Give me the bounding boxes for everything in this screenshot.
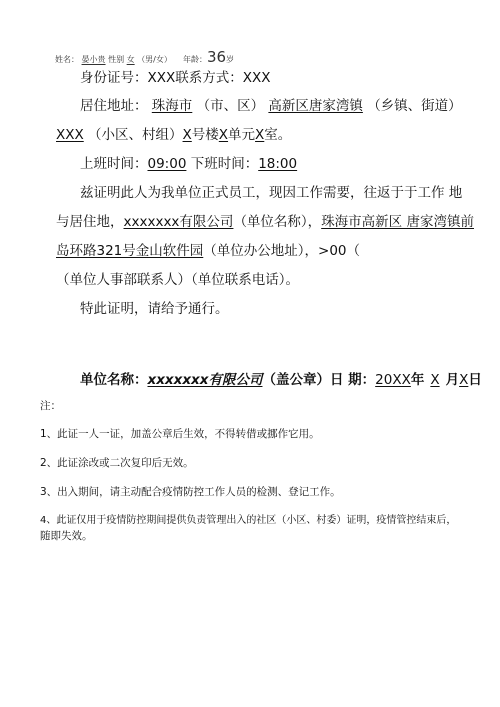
address-city-unit: （市、区） xyxy=(196,98,265,114)
signature-month-unit: 月 xyxy=(445,372,460,388)
body-office-address-part2: 岛环路321号金山软件园 xyxy=(56,243,204,259)
work-start-label: 上班时间： xyxy=(80,156,148,172)
gender-label: 性别 xyxy=(108,55,125,64)
body-para2-text: 特此证明，请给予通行。 xyxy=(80,301,229,317)
work-end-value: 18:00 xyxy=(258,156,298,172)
name-label: 姓名： xyxy=(55,55,79,64)
body-para1-line3-b: （单位办公地址），>00（ xyxy=(203,243,361,259)
address-city: 珠海市 xyxy=(151,98,193,114)
body-para2 xyxy=(80,303,229,317)
body-company-name: xxxxxxx有限公司 xyxy=(123,214,234,230)
id-contact-text: 身份证号：XXX联系方式：XXX xyxy=(80,70,271,86)
notes-title-text: 注： xyxy=(40,400,61,412)
note-item xyxy=(40,484,341,500)
note-item-2: 2、此证涂改或二次复印后无效。 xyxy=(40,457,194,469)
body-para1-line2 xyxy=(56,216,474,230)
address-label: 居住地址： xyxy=(80,98,148,114)
signature-year-unit: 年 xyxy=(410,372,425,388)
signature-date-label: 日 期： xyxy=(329,372,376,388)
work-start-value: 09:00 xyxy=(147,156,187,172)
address-community: XXX xyxy=(56,127,84,143)
note-item-continued xyxy=(40,528,93,544)
age-value: 36 xyxy=(206,48,227,66)
gender-value: 女 xyxy=(126,55,135,64)
signature-line xyxy=(80,368,482,388)
signature-year: 20XX xyxy=(375,372,411,388)
address-town-unit: （乡镇、街道） xyxy=(367,98,462,114)
signature-seal: （盖公章） xyxy=(262,372,330,388)
address-line-2 xyxy=(56,129,291,143)
address-unit-unit: 单元 xyxy=(228,127,256,143)
note-item xyxy=(40,426,320,442)
note-item-1: 1、此证一人一证，加盖公章后生效，不得转借或挪作它用。 xyxy=(40,428,320,440)
body-para1-line4-text: （单位人事部联系人）（单位联系电话）。 xyxy=(56,272,299,288)
note-item-4: 4、此证仅用于疫情防控期间提供负责管理出入的社区（小区、村委）证明，疫情管控结束后， xyxy=(40,515,457,526)
address-room-no: X xyxy=(255,127,265,143)
body-para1-line3 xyxy=(56,245,360,259)
signature-label: 单位名称： xyxy=(80,372,148,388)
body-para1-line1-text: 兹证明此人为我单位正式员工，现因工作需要，往返于于工作 地 xyxy=(80,185,463,201)
signature-day: X xyxy=(459,372,469,388)
address-room-unit: 室。 xyxy=(264,127,292,143)
header-line xyxy=(55,48,234,66)
body-para1-line2-b: （单位名称）， xyxy=(233,214,322,230)
address-community-unit: （小区、村组） xyxy=(88,127,183,143)
id-contact-line xyxy=(80,72,271,86)
age-unit: 岁 xyxy=(226,55,235,64)
body-para1-line1 xyxy=(80,187,462,201)
address-building: X xyxy=(182,127,192,143)
address-town: 高新区唐家湾镇 xyxy=(268,98,363,114)
work-end-label: 下班时间： xyxy=(190,156,259,172)
address-line-1 xyxy=(80,100,462,114)
notes-title xyxy=(40,398,61,414)
address-building-unit: 号楼 xyxy=(191,127,219,143)
address-unit-no: X xyxy=(218,127,229,143)
note-item-3: 3、出入期间，请主动配合疫情防控工作人员的检测、登记工作。 xyxy=(40,486,341,498)
note-item-4-cont: 随即失效。 xyxy=(40,530,93,542)
body-office-address-part1: 珠海市高新区 唐家湾镇前 xyxy=(321,214,474,230)
body-para1-line4 xyxy=(56,274,299,288)
note-item xyxy=(40,455,194,471)
signature-day-unit: 日 xyxy=(468,372,482,388)
name-value: 晏小贵 xyxy=(81,55,106,64)
signature-month: X xyxy=(430,372,440,388)
body-para1-line2-a: 与居住地， xyxy=(56,214,124,230)
gender-options: （男/女） xyxy=(137,55,172,64)
work-hours-line xyxy=(80,158,297,172)
age-label: 年龄： xyxy=(182,55,207,64)
note-item xyxy=(40,513,456,529)
signature-company: xxxxxxx有限公司 xyxy=(147,372,263,388)
